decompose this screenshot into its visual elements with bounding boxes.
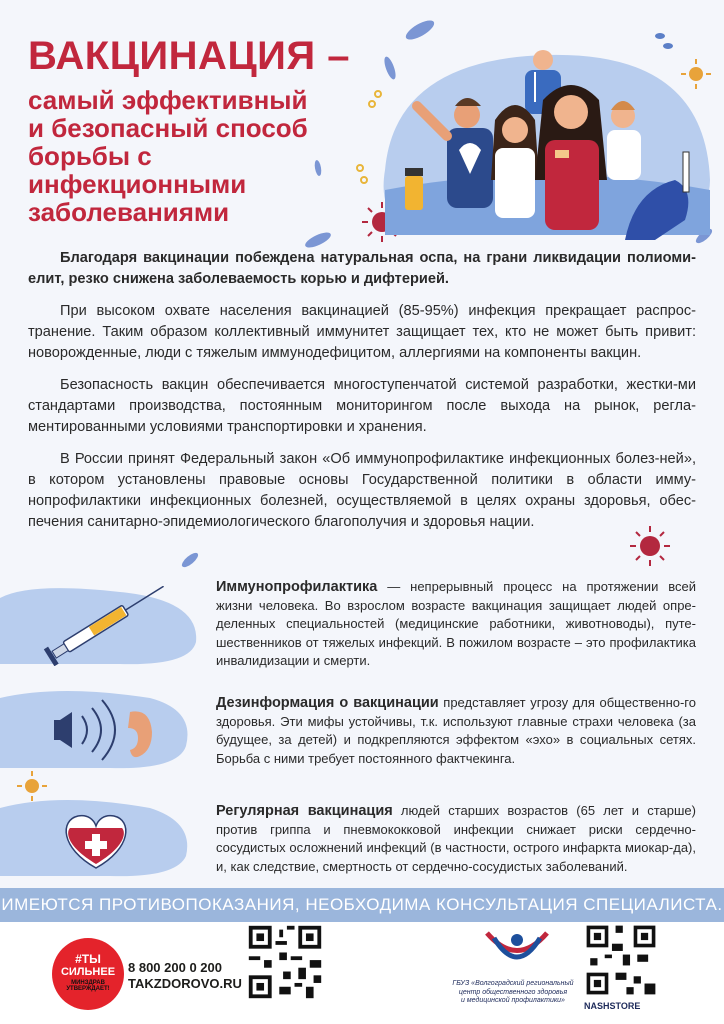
woman-figure-center [535, 85, 607, 230]
hotline-contact: 8 800 200 0 200 TAKZDOROVO.RU [128, 960, 242, 991]
paragraph: При высоком охвате населения вакцинацией (85-95%) инфекция прекращает распрос-транение. Таким образом коллективный иммунитет защищает тех, кто не может быть привит: новорожденные, люди с тяжелым иммунодефицитом, аллергиями на компоненты вакцин. [28, 303, 696, 361]
store-label: NASHSTORE [584, 1001, 641, 1011]
lead-paragraph: Благодаря вакцинации побеждена натуральная оспа, на грани ликвидации полиоми-елит, резко снижена заболеваемость корью и дифтерией. [28, 250, 696, 287]
info-immunoprophylaxis: Иммунопрофилактика — непрерывный процесс на протяжении всей жизни человека. Во взрослом возрасте вакцинация защищает людей опре-деленных специальностей (медицинские работники, животноводы), путе-шественников от тяжелых инфекций. В пожилом возрасте – это профилактика инвалидизации и смерти. [216, 579, 696, 668]
woman-figure [491, 105, 539, 218]
paragraph: Безопасность вакцин обеспечивается многоступенчатой системой разработки, жестки-ми стандартами производства, постоянным мониторингом после выхода на рынок, регла-ментированными условиями транспортировки и хранения. [28, 377, 696, 435]
ear-illustration [0, 690, 190, 770]
page-subtitle: самый эффективный и безопасный способ борьбы с инфекционными заболеваниями [28, 85, 308, 227]
store-qr-code[interactable] [583, 922, 659, 998]
org-logo [482, 928, 552, 978]
syringe-illustration [0, 586, 200, 666]
heart-illustration [0, 798, 190, 878]
paragraph: В России принят Федеральный закон «Об иммунопрофилактике инфекционных болез-ней», в котором установлены правовые основы Государственной политики в области имму-нопрофилактики инфекционных болезней, осуществляемой в целях охраны здоровья, обес-печения санитарно-эпидемиологического благополучия и здоровья нации. [28, 451, 696, 530]
info-regular-vaccination: Регулярная вакцинация людей старших возрастов (65 лет и старше) против гриппа и пневмококковой инфекции снижает риски сердечно-сосудистых осложнений инфекций (в частности, острого инфаркта миокар-да), и, как следствие, смертность от сердечно-сосудистых заболеваний. [216, 803, 696, 874]
qr-code[interactable] [245, 922, 325, 1002]
info-disinformation: Дезинформация о вакцинации представляет угрозу для общественно-го здоровья. Эти мифы устойчивы, т.к. используют главные страхи человека (за будущее, за детей) и подкрепляются эффектом «эхо» в социальных сетях. Борьба с ними требует постоянного фактчекинга. [216, 695, 696, 766]
campaign-badge: #ТЫ СИЛЬНЕЕ МИНЗДРАВ УТВЕРЖДАЕТ! [52, 938, 124, 1010]
vial-icon [405, 168, 423, 210]
hero-illustration [375, 40, 715, 240]
main-text [28, 248, 696, 544]
contraindication-warning: ИМЕЮТСЯ ПРОТИВОПОКАЗАНИЯ, НЕОБХОДИМА КОНСУЛЬТАЦИЯ СПЕЦИАЛИСТА. [1, 895, 723, 914]
org-name: ГБУЗ «Волгоградский региональный центр общественного здоровья и медицинской профилактики» [452, 980, 574, 1004]
page-title: ВАКЦИНАЦИЯ – [28, 34, 351, 78]
